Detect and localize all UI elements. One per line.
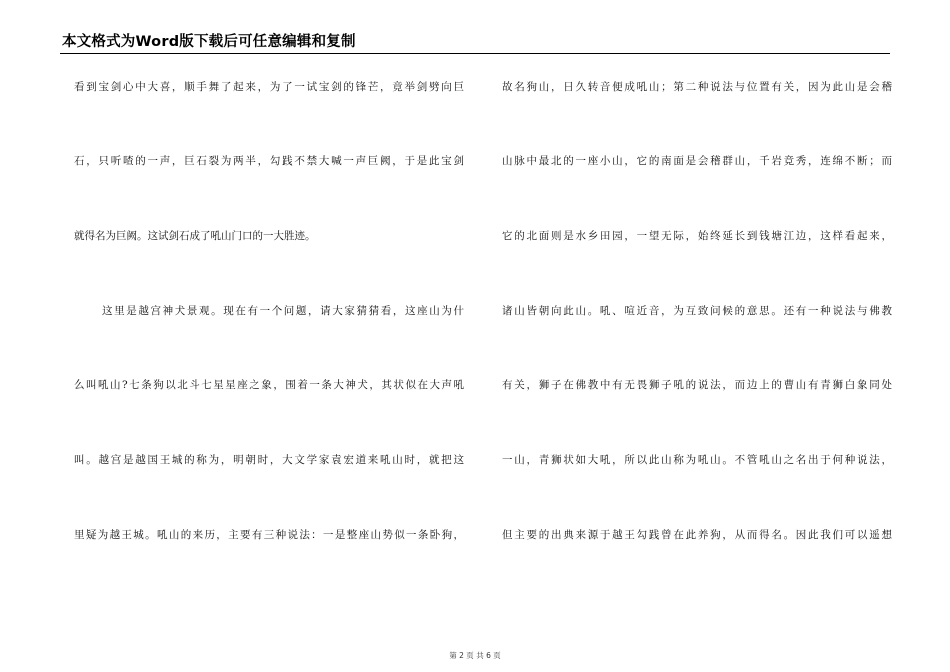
- left-line-4: 这里是越宫神犬景观。现在有一个问题，请大家猜猜看，这座山为什: [102, 305, 464, 317]
- right-line-6: 一山，青狮状如大吼，所以此山称为吼山。不管吼山之名出于何种说法，: [502, 454, 892, 466]
- right-line-2: 山脉中最北的一座小山，它的南面是会稽群山，千岩竞秀，连绵不断；而: [502, 155, 892, 167]
- document-header-title: 本文格式为Word版下载后可任意编辑和复制: [62, 34, 356, 50]
- left-line-7: 里疑为越王城。吼山的来历，主要有三种说法：一是整座山势似一条卧狗，: [74, 529, 464, 541]
- left-line-5: 么叫吼山?七条狗以北斗七星星座之象，围着一条大神犬，其状似在大声吼: [74, 379, 464, 391]
- left-line-1: 看到宝剑心中大喜，顺手舞了起来，为了一试宝剑的锋芒，竟举剑劈向巨: [74, 81, 464, 93]
- left-line-3: 就得名为巨阙。这试剑石成了吼山门口的一大胜迹。: [74, 230, 316, 242]
- right-line-5: 有关，狮子在佛教中有无畏狮子吼的说法，而边上的曹山有青狮白象同处: [502, 379, 892, 391]
- left-line-6: 叫。越宫是越国王城的称为，明朝时，大文学家袁宏道来吼山时，就把这: [74, 454, 464, 466]
- header-divider: [60, 53, 890, 54]
- left-line-2: 石，只听喳的一声，巨石裂为两半，勾践不禁大喊一声巨阙，于是此宝剑: [74, 155, 464, 167]
- right-line-1: 故名狗山，日久转音便成吼山；第二种说法与位置有关，因为此山是会稽: [502, 81, 892, 93]
- right-line-4: 诸山皆朝向此山。吼、喧近音，为互致问候的意思。还有一种说法与佛教: [502, 305, 892, 317]
- right-line-3: 它的北面则是水乡田园，一望无际，始终延长到钱塘江边，这样看起来，: [502, 230, 892, 242]
- right-line-7: 但主要的出典来源于越王勾践曾在此养狗，从而得名。因此我们可以遥想: [502, 529, 892, 541]
- page-number-footer: 第 2 页 共 6 页: [449, 651, 501, 660]
